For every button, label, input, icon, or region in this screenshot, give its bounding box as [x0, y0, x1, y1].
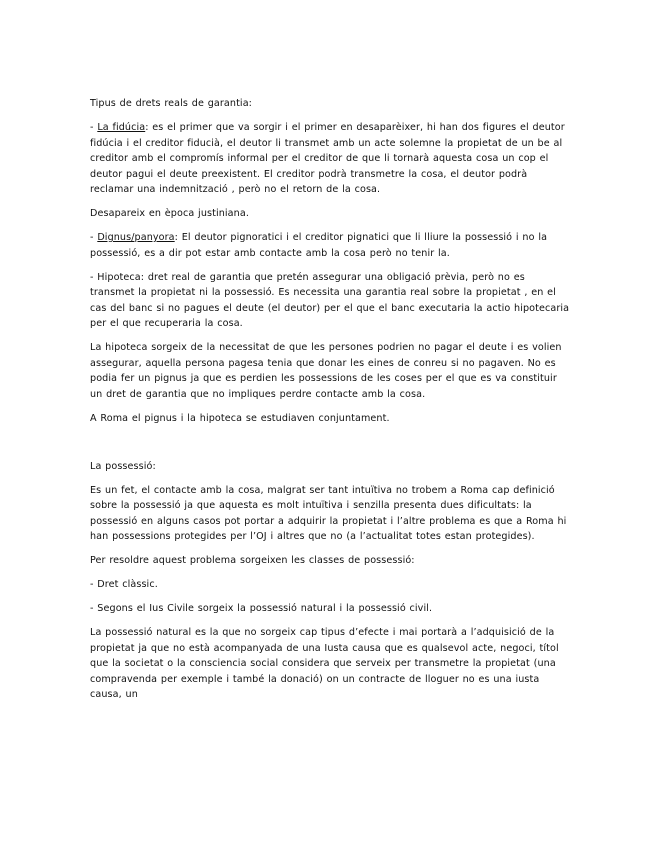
bullet-prefix: -	[90, 122, 98, 133]
dignus-text: : El deutor pignoratici i el creditor pignatici que li lliure la possessió i no la possessió, es a dir pot estar amb contacte amb la cosa però no tenir la.	[90, 232, 548, 259]
section-title-garantia: Tipus de drets reals de garantia:	[90, 98, 253, 109]
paragraph-resoldre: Per resoldre aquest problema sorgeixen les classes de possessió:	[90, 555, 415, 566]
fiducia-text: : es el primer que va sorgir i el primer en desaparèixer, hi han dos figures el deutor fidúcia i el creditor fiducià, el deutor li transmet amb un acte solemne la propietat de un be al creditor amb el compromís informal per el creditor de que li tornarà aquesta cosa un cop el deutor pagui el deute preexistent. El creditor podrà transmetre la cosa, el deutor podrà reclamar una indemnització , però no el retorn de la cosa.	[90, 122, 565, 195]
paragraph-roma-pignus: A Roma el pignus i la hipoteca se estudiaven conjuntament.	[90, 412, 390, 424]
bullet-prefix: -	[90, 232, 98, 243]
paragraph-possessio-intro: Es un fet, el contacte amb la cosa, malgrat ser tant intuïtiva no trobem a Roma cap definició sobre la possessió ja que aquesta es molt intuïtiva i senzilla presenta dues dificultats: la possessió en alguns casos pot portar a adquirir la propietat i l’altre problema es que a Roma hi han possessions protegides per l’OJ i altres que no (a l’actualitat totes estan protegides).	[90, 484, 567, 542]
term-dignus: Dignus/panyora	[97, 232, 175, 243]
term-fiducia: La fidúcia	[97, 122, 146, 133]
paragraph-possessio-natural: La possessió natural es la que no sorgeix cap tipus d’efecte i mai portarà a l’adquisició de la propietat ja que no està acompanyada de una Iusta causa que es qualsevol acte, negoci, títol que la societat o la consciencia social considera que serveix per transmetre la propietat (una compravenda per exemple i també la donació) on un contracte de lloguer no es una iusta causa, un	[90, 627, 559, 700]
paragraph-fiducia	[90, 120, 570, 198]
paragraph-hipoteca: - Hipoteca: dret real de garantia que pretén assegurar una obligació prèvia, però no es transmet la propietat ni la possessió. Es necessita una garantia real sobre la propietat , en el cas del banc si no pagues el deute (el deutor) per el que el banc executaria la actio hipotecaria per el que recuperaria la cosa.	[90, 271, 570, 329]
paragraph-desapareix: Desapareix en època justiniana.	[90, 208, 249, 219]
paragraph-hipoteca-origen: La hipoteca sorgeix de la necessitat de que les persones podrien no pagar el deute i es volien assegurar, aquella persona pagesa tenia que donar les eines de conreu si no pagaven. No es podia fer un pignus ja que es perdien les possessions de les coses per el que es va constituir un dret de garantia que no impliques perdre contacte amb la cosa.	[90, 342, 562, 400]
paragraph-dret-classic: - Dret clàssic.	[90, 579, 158, 590]
paragraph-ius-civile: - Segons el Ius Civile sorgeix la possessió natural i la possessió civil.	[90, 603, 433, 614]
paragraph-dignus	[90, 230, 570, 261]
document-page	[90, 96, 570, 711]
section-spacer	[90, 435, 570, 459]
section-title-possessio: La possessió:	[90, 460, 156, 472]
